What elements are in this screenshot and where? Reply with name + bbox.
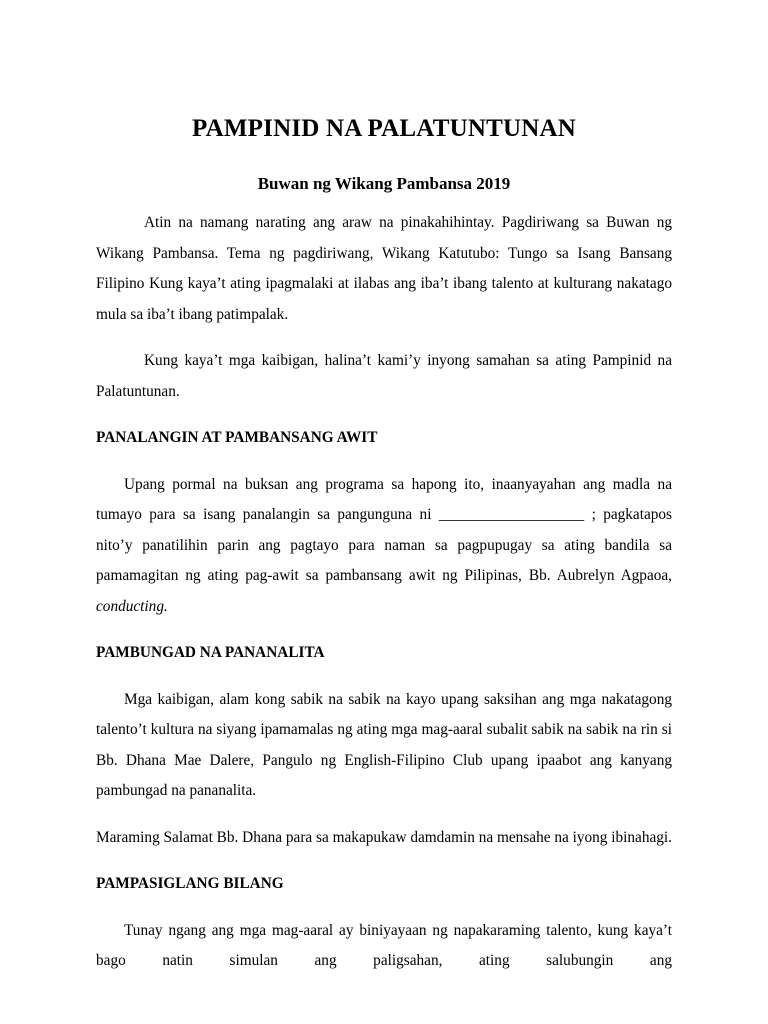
section-heading-pambungad: PAMBUNGAD NA PANANALITA — [96, 644, 325, 661]
panalangin-text-before: Upang pormal na buksan ang programa sa hapong ito, inaanyayahan ang madla na tumayo para sa isang panalangin sa pangunguna ni — [96, 475, 672, 523]
fill-in-blank: ___________________ — [438, 506, 585, 523]
section-panalangin-paragraph — [96, 470, 672, 623]
section-heading-pampasigla: PAMPASIGLANG BILANG — [96, 875, 284, 892]
panalangin-text-after: ; pagkatapos nito’y panatilihin parin ang pagtayo para naman sa pagpupugay sa ating bandila sa pamamagitan ng ating pag-awit sa pambansang awit ng Pilipinas, Bb. Aubrelyn Agpaoa, — [96, 506, 673, 584]
section-heading-panalangin: PANALANGIN AT PAMBANSANG AWIT — [96, 429, 378, 446]
intro-paragraph-2: Kung kaya’t mga kaibigan, halina’t kami’y inyong samahan sa ating Pampinid na Palatuntunan. — [96, 352, 672, 400]
page-title: PAMPINID NA PALATUNTUNAN — [192, 115, 576, 142]
section-pampasigla-paragraph: Tunay ngang ang mga mag-aaral ay biniyayaan ng napakaraming talento, kung kaya’t bago natin simulan ang paligsahan, ating salubungin ang — [96, 921, 672, 969]
section-pambungad-paragraph-2: Maraming Salamat Bb. Dhana para sa makapukaw damdamin na mensahe na iyong ibinahagi. — [96, 828, 673, 846]
conducting-text: conducting. — [96, 597, 168, 615]
intro-paragraph-1: Atin na namang narating ang araw na pinakahihintay. Pagdiriwang sa Buwan ng Wikang Pambansa. Tema ng pagdiriwang, Wikang Katutubo: Tungo sa Isang Bansang Filipino Kung kaya’t ating ipagmalaki at ilabas ang iba’t ibang talento at kulturang nakatago mula sa iba’t ibang patimpalak. — [96, 214, 672, 323]
document-body — [96, 208, 672, 977]
page-subtitle: Buwan ng Wikang Pambansa 2019 — [257, 174, 511, 193]
section-pambungad-paragraph-1: Mga kaibigan, alam kong sabik na sabik na kayo upang saksihan ang mga nakatagong talento’t kultura na siyang ipamamalas ng ating mga mag-aaral subalit sabik na sabik na rin si Bb. Dhana Mae Dalere, Pangulo ng English-Filipino Club upang ipaabot ang kanyang pambungad na pananalita. — [96, 690, 672, 799]
